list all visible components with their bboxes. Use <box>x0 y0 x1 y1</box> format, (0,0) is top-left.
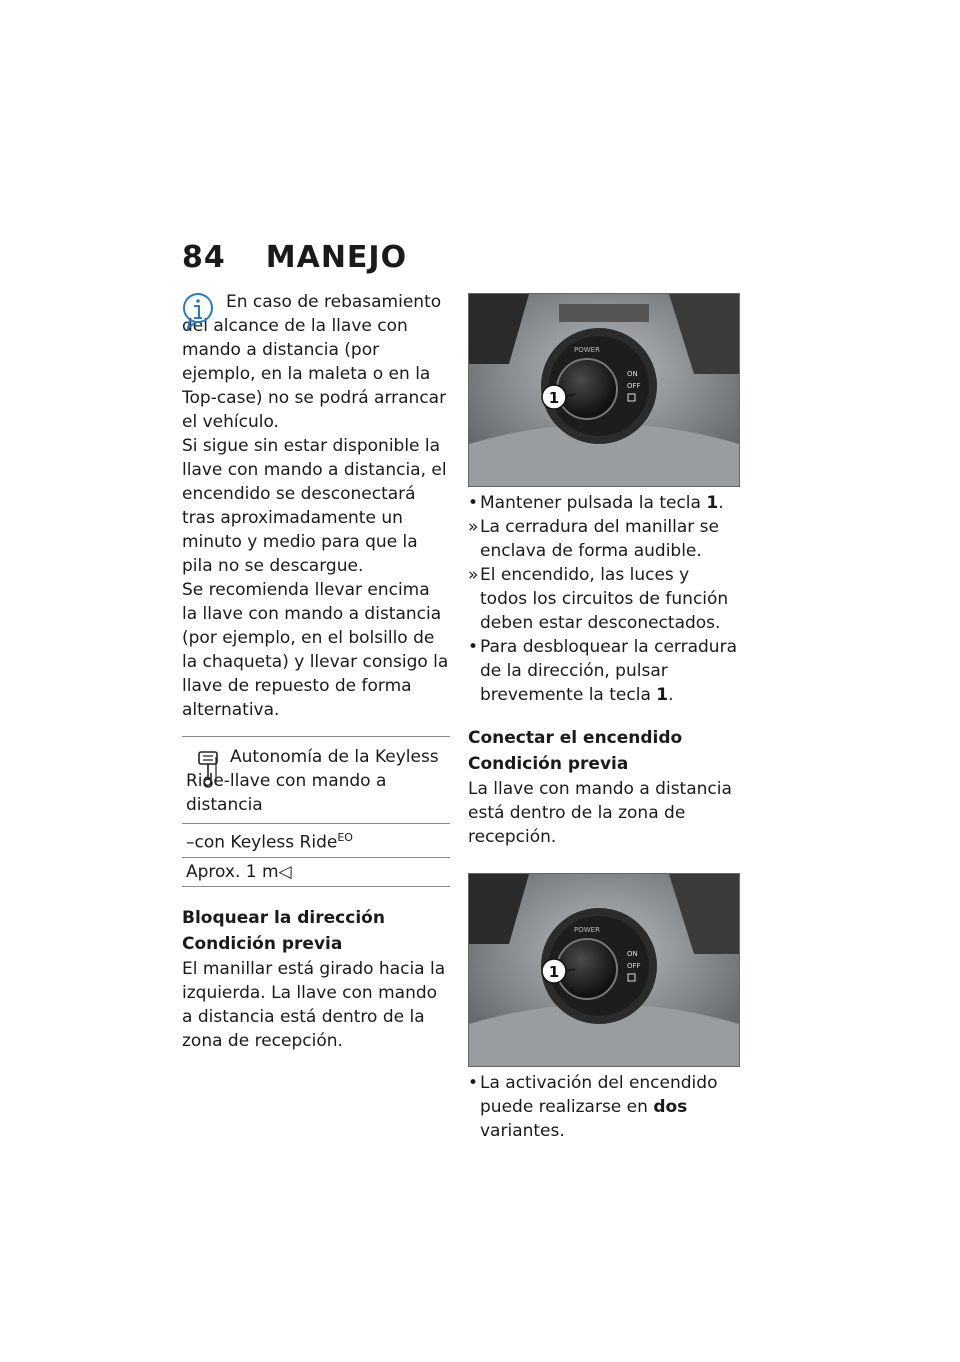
info-text-1: En caso de rebasamiento del alcance de la llave con mando a distancia (por ejemplo, en la maleta o en la Top-case) no se podrá arrancar el vehículo. <box>182 292 447 432</box>
range-value: Aprox. 1 m◁ <box>186 861 292 882</box>
page-number: 84 <box>182 240 226 275</box>
step-hold-key: • Mantener pulsada la tecla 1. <box>468 493 724 513</box>
range-condition: –con Keyless Ride <box>186 832 338 853</box>
ignition-switch-photo <box>468 293 740 487</box>
range-table <box>182 736 450 887</box>
result-off: » El encendido, las luces y todos los circuitos de función deben estar desconectados. <box>468 565 729 633</box>
ignition-switch-photo-2 <box>468 873 740 1067</box>
photo2-on-label: ON <box>627 950 638 958</box>
heading-ignition-on: Conectar el encendido <box>468 728 683 748</box>
step-unlock: • Para desbloquear la cerradura de la dirección, pulsar brevemente la tecla 1. <box>468 637 737 705</box>
left-column <box>182 290 450 1053</box>
right-column <box>468 293 740 1143</box>
result-lock: » La cerradura del manillar se enclava de forma audible. <box>468 517 719 561</box>
photo-callout-1: 1 <box>548 389 560 407</box>
photo-power-label: POWER <box>574 346 600 354</box>
remote-key-icon <box>196 751 220 789</box>
section-title: MANEJO <box>265 240 408 275</box>
heading-lock-steering: Bloquear la dirección <box>182 907 385 928</box>
info-text-3: Se recomienda llevar encima la llave con mando a distancia (por ejemplo, en el bolsillo de la chaqueta) y llevar consigo la llave de repuesto de forma alternativa. <box>182 580 449 720</box>
heading-precondition: Condición previa <box>182 933 343 954</box>
info-icon <box>182 292 214 330</box>
range-table-title: Autonomía de la Keyless Ride-llave con mando a distancia <box>186 747 439 815</box>
info-note <box>182 290 450 722</box>
precondition-text-2: La llave con mando a distancia está dentro de la zona de recepción. <box>468 779 732 847</box>
range-table-header <box>182 737 450 824</box>
range-condition-sup: EO <box>337 831 353 844</box>
photo2-off-label: OFF <box>627 962 641 970</box>
photo-on-label: ON <box>627 370 638 378</box>
photo-off-label: OFF <box>627 382 641 390</box>
range-table-row <box>182 858 450 887</box>
range-table-row <box>182 824 450 858</box>
photo2-power-label: POWER <box>574 926 600 934</box>
info-text-2: Si sigue sin estar disponible la llave con mando a distancia, el encendido se desconectará tras aproximadamente un minuto y medio para que la pila no se descargue. <box>182 436 447 576</box>
page-header <box>182 240 407 275</box>
step-activate-ignition: • La activación del encendido puede realizarse en dos variantes. <box>468 1073 718 1141</box>
photo2-callout-1: 1 <box>548 963 560 981</box>
precondition-text: El manillar está girado hacia la izquierda. La llave con mando a distancia está dentro de la zona de recepción. <box>182 958 446 1051</box>
heading-precondition-2: Condición previa <box>468 754 629 774</box>
